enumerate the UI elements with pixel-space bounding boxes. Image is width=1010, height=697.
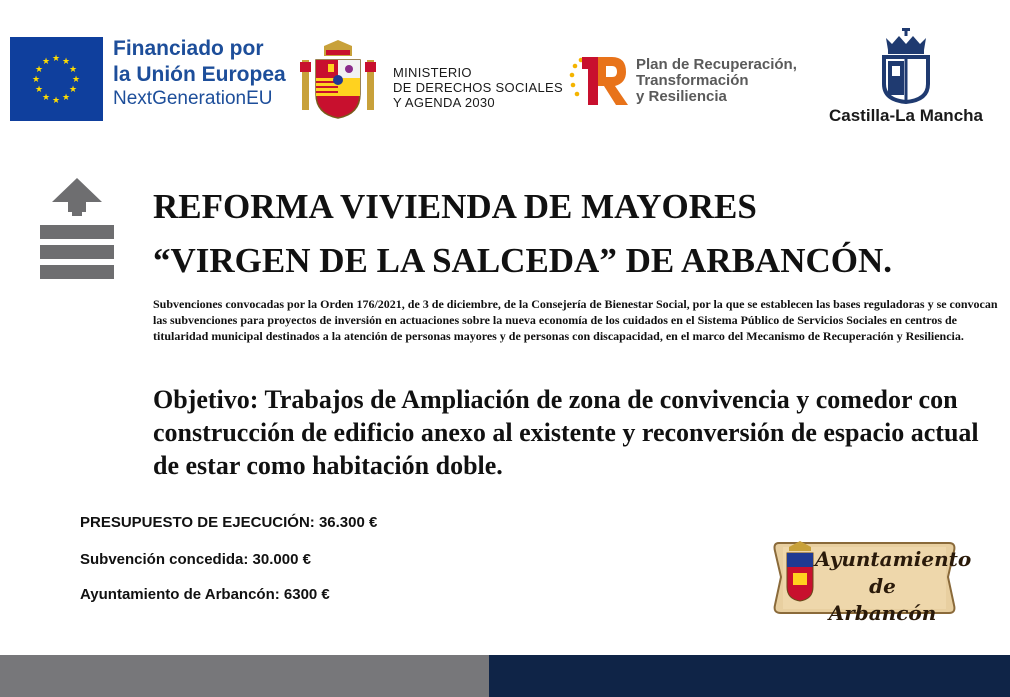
svg-text:★: ★ — [31, 75, 41, 85]
eu-line-1: Financiado por — [113, 37, 264, 60]
eu-line-3: NextGenerationEU — [113, 88, 273, 110]
recovery-plan-line-1: Plan de Recuperación, — [636, 56, 797, 73]
eu-funding-label — [113, 36, 286, 110]
svg-text:★: ★ — [34, 65, 44, 75]
ayuntamiento-logo-line-1: Ayuntamiento — [815, 547, 972, 571]
svg-text:★: ★ — [71, 75, 81, 85]
project-objective: Objetivo: Trabajos de Ampliación de zona de convivencia y comedor con construcción de edificio anexo al existente y reconversión de espacio actual de estar como habitación doble. — [153, 385, 979, 480]
svg-text:★: ★ — [68, 85, 78, 95]
eu-line-2: la Unión Europea — [113, 62, 286, 86]
ministry-line-3: Y AGENDA 2030 — [393, 95, 495, 110]
recovery-plan-line-3: y Resiliencia — [636, 88, 727, 105]
page-title-line-1: REFORMA VIVIENDA DE MAYORES — [153, 187, 757, 226]
svg-text:★: ★ — [61, 93, 71, 103]
ministry-label — [393, 65, 563, 110]
grant-amount: Subvención concedida: 30.000 € — [80, 551, 311, 568]
svg-text:★: ★ — [61, 57, 71, 67]
ayuntamiento-logo-line-2: de Arbancón — [828, 574, 937, 625]
svg-text:★: ★ — [34, 85, 44, 95]
upload-stack-icon — [40, 178, 114, 282]
eu-flag-icon — [10, 37, 103, 121]
region-name: Castilla-La Mancha — [829, 106, 983, 125]
budget-amount: PRESUPUESTO DE EJECUCIÓN: 36.300 € — [80, 514, 378, 531]
footer-bar-navy — [489, 655, 1010, 697]
recovery-plan-label — [636, 57, 797, 105]
recovery-plan-logo-icon — [568, 55, 630, 107]
footer-bar-gray — [0, 655, 489, 697]
grant-description: Subvenciones convocadas por la Orden 176/2021, de 3 de diciembre, de la Consejería de Bienestar Social, por la que se establecen las bases reguladoras y se convocan las subvenciones para proyectos de inversión en actuaciones sobre la nueva economía de los cuidados en el Sistema Público de Servicios Sociales en centros de titularidad municipal destinados a la atención de personas mayores y de personas con discapacidad, en el marco del Mecanismo de Recuperación y Resiliencia. — [153, 297, 998, 343]
ayuntamiento-logo-label — [815, 546, 972, 627]
recovery-plan-line-2: Transformación — [636, 72, 749, 89]
ministry-line-1: MINISTERIO — [393, 65, 472, 80]
castilla-la-mancha-shield-icon — [880, 28, 932, 104]
svg-text:★: ★ — [41, 93, 51, 103]
svg-text:★: ★ — [68, 65, 78, 75]
svg-text:★: ★ — [41, 57, 51, 67]
council-contribution: Ayuntamiento de Arbancón: 6300 € — [80, 586, 330, 603]
svg-text:★: ★ — [51, 54, 61, 64]
svg-text:★: ★ — [51, 96, 61, 106]
spain-coat-of-arms-icon — [298, 38, 378, 120]
ministry-line-2: DE DERECHOS SOCIALES — [393, 80, 563, 95]
page-title-line-2: “VIRGEN DE LA SALCEDA” DE ARBANCÓN. — [153, 241, 892, 280]
